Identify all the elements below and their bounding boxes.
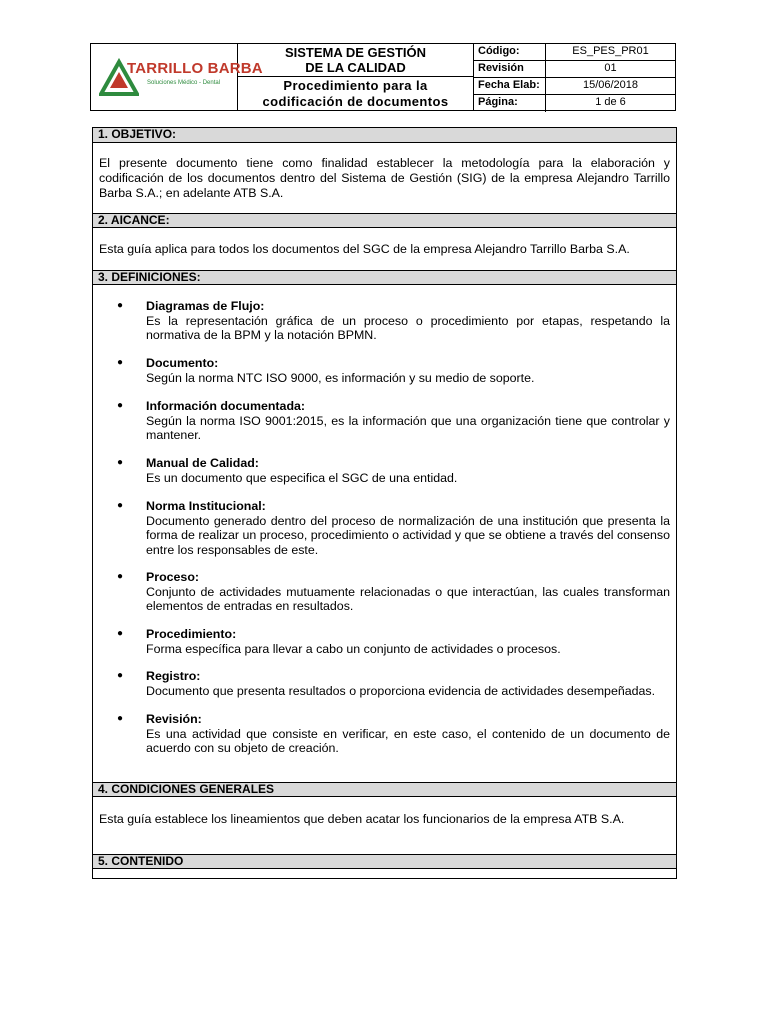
- system-title-line2: DE LA CALIDAD: [305, 60, 406, 75]
- section-heading-definiciones: 3. DEFINICIONES:: [93, 270, 676, 285]
- definition-term: Procedimiento:: [146, 627, 237, 641]
- meta-row-pagina: [474, 95, 675, 112]
- section-heading-contenido: 5. CONTENIDO: [93, 854, 676, 869]
- definition-term: Diagramas de Flujo:: [146, 299, 265, 313]
- definition-term: Registro:: [146, 669, 201, 683]
- definition-term: Manual de Calidad:: [146, 456, 259, 470]
- bullet-icon: ●: [117, 357, 124, 368]
- bullet-icon: ●: [117, 670, 124, 681]
- definition-desc: Es un documento que especifica el SGC de una entidad.: [146, 470, 458, 485]
- bullet-icon: ●: [117, 300, 124, 311]
- company-logo: [99, 58, 263, 98]
- definition-term: Información documentada:: [146, 399, 306, 413]
- bullet-icon: ●: [117, 628, 124, 639]
- definition-term: Norma Institucional:: [146, 499, 266, 513]
- definition-term: Proceso:: [146, 570, 200, 584]
- definition-desc: Documento generado dentro del proceso de normalización de una institución que presenta la forma de realizar un proceso, procedimiento o actividad y que se obtiene a través del consenso entre los responsables de este.: [146, 513, 670, 557]
- section-text-condiciones: Esta guía establece los lineamientos que deben acatar los funcionarios de la empresa ATB S.A.: [99, 812, 625, 826]
- meta-label: Fecha Elab:: [474, 78, 546, 94]
- definition-desc: Es la representación gráfica de un proceso o procedimiento por etapas, respetando la normativa de la BPM y la notación BPMN.: [146, 313, 670, 342]
- logo-subtitle: Soluciones Médico - Dental: [147, 80, 221, 86]
- document-body: [92, 127, 677, 879]
- definition-desc: Según la norma NTC ISO 9000, es información y su medio de soporte.: [146, 370, 535, 385]
- logo-text: TARRILLO BARBA: [127, 60, 263, 77]
- definition-term: Documento:: [146, 356, 219, 370]
- definition-desc: Documento que presenta resultados o proporciona evidencia de actividades desempeñadas.: [146, 683, 656, 698]
- title-cell: [238, 44, 474, 110]
- system-title: [238, 44, 473, 77]
- definition-desc: Según la norma ISO 9001:2015, es la información que una organización tiene que controlar y mantener.: [146, 413, 670, 442]
- meta-label: Código:: [474, 44, 546, 60]
- section-text-objetivo: El presente documento tiene como finalidad establecer la metodología para la elaboración y codificación de los documentos dentro del Sistema de Gestión (SIG) de la empresa Alejandro Tarrillo Barba S.A.; en adelante ATB S.A.: [99, 156, 670, 200]
- definition-desc: Es una actividad que consiste en verificar, en este caso, el contenido de un documento de acuerdo con su objeto de creación.: [146, 726, 670, 755]
- section-heading-alcance: 2. AICANCE:: [93, 213, 676, 228]
- document-title-line2: codificación de documentos: [262, 94, 449, 109]
- document-title: [238, 77, 473, 111]
- bullet-icon: ●: [117, 457, 124, 468]
- meta-row-fecha: [474, 78, 675, 95]
- meta-label: Página:: [474, 95, 546, 112]
- document-meta: [474, 44, 675, 110]
- section-heading-objetivo: 1. OBJETIVO:: [93, 128, 676, 143]
- meta-value: 15/06/2018: [582, 79, 639, 91]
- meta-row-revision: [474, 61, 675, 78]
- bullet-icon: ●: [117, 713, 124, 724]
- system-title-line1: SISTEMA DE GESTIÓN: [284, 45, 427, 60]
- meta-label: Revisión: [474, 61, 546, 77]
- section-text-alcance: Esta guía aplica para todos los documentos del SGC de la empresa Alejandro Tarrillo Barba S.A.: [99, 242, 630, 256]
- document-header: [90, 43, 676, 111]
- meta-value: 01: [604, 62, 617, 74]
- meta-value: ES_PES_PR01: [572, 45, 649, 57]
- bullet-icon: ●: [117, 400, 124, 411]
- meta-row-codigo: [474, 44, 675, 61]
- document-title-line1: Procedimiento para la: [283, 78, 428, 93]
- meta-value: 1 de 6: [595, 96, 626, 108]
- bullet-icon: ●: [117, 500, 124, 511]
- bullet-icon: ●: [117, 571, 124, 582]
- section-heading-condiciones: 4. CONDICIONES GENERALES: [93, 782, 676, 797]
- definition-desc: Forma específica para llevar a cabo un conjunto de actividades o procesos.: [146, 641, 561, 656]
- definition-desc: Conjunto de actividades mutuamente relacionadas o que interactúan, las cuales transforman elementos de entradas en resultados.: [146, 584, 670, 613]
- definition-term: Revisión:: [146, 712, 202, 726]
- logo-cell: [91, 44, 263, 110]
